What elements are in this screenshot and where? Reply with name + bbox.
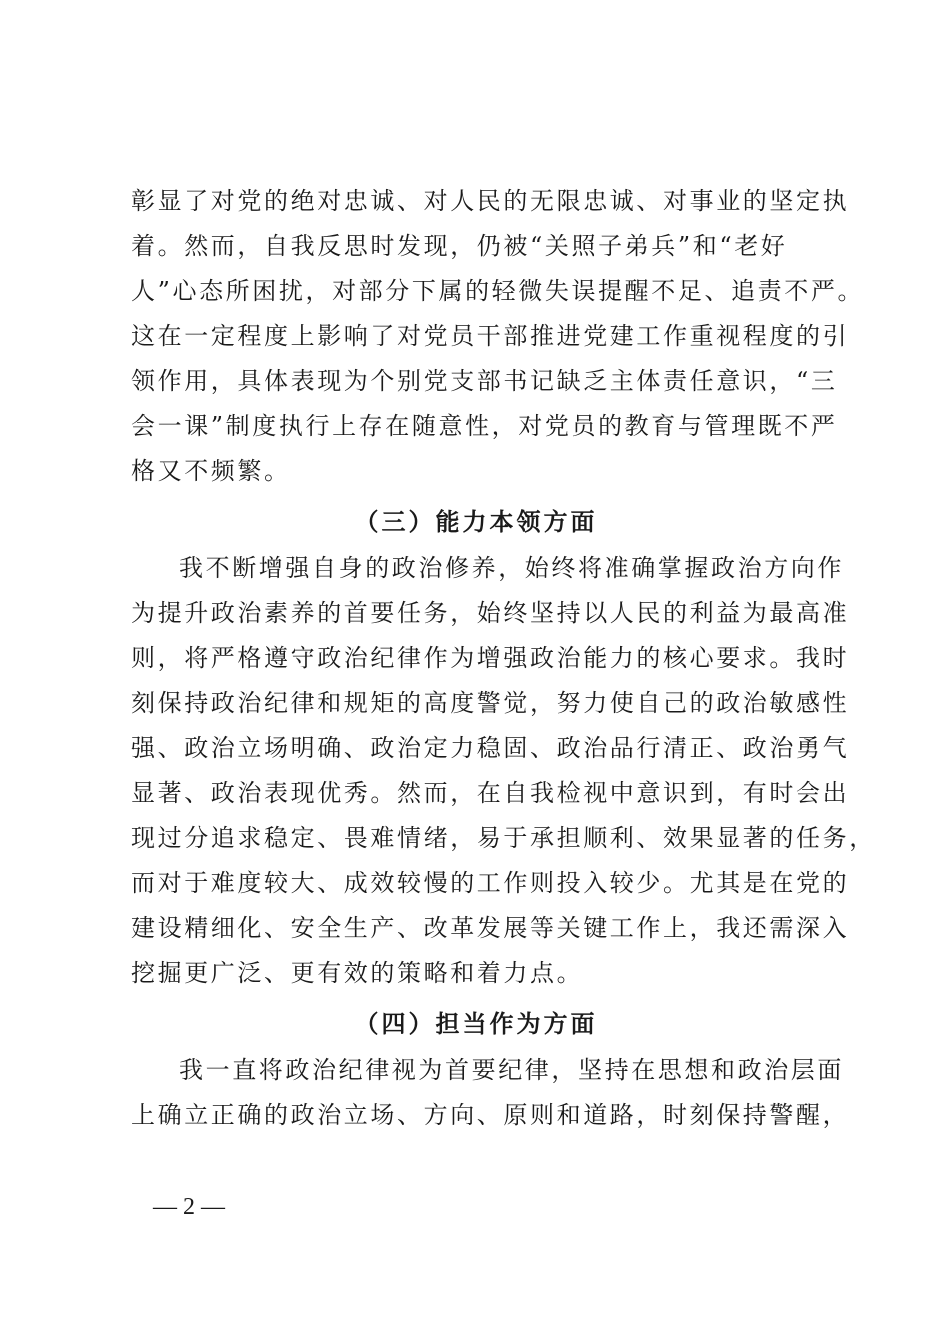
paragraph-line: 现过分追求稳定、畏难情绪，易于承担顺利、效果显著的任务， — [131, 824, 876, 852]
paragraph-line: 建设精细化、安全生产、改革发展等关键工作上，我还需深入 — [131, 914, 850, 942]
paragraph-line: 领作用，具体表现为个别党支部书记缺乏主体责任意识，“三 — [131, 367, 838, 395]
paragraph-line: 为提升政治素养的首要任务，始终坚持以人民的利益为最高准 — [131, 599, 850, 627]
paragraph-line: 而对于难度较大、成效较慢的工作则投入较少。尤其是在党的 — [131, 869, 850, 897]
paragraph-line: 刻保持政治纪律和规矩的高度警觉，努力使自己的政治敏感性 — [131, 689, 850, 717]
paragraph-line: 显著、政治表现优秀。然而，在自我检视中意识到，有时会出 — [131, 779, 850, 807]
paragraph-line: 上确立正确的政治立场、方向、原则和道路，时刻保持警醒， — [131, 1101, 850, 1129]
paragraph-line: 挖掘更广泛、更有效的策略和着力点。 — [131, 959, 584, 987]
paragraph-line: 强、政治立场明确、政治定力稳固、政治品行清正、政治勇气 — [131, 734, 850, 762]
paragraph-line: 人”心态所困扰，对部分下属的轻微失误提醒不足、追责不严。 — [131, 277, 865, 305]
paragraph-line: 我不断增强自身的政治修养，始终将准确掌握政治方向作 — [179, 554, 844, 582]
paragraph-line: 着。然而，自我反思时发现，仍被“关照子弟兵”和“老好 — [131, 232, 788, 260]
paragraph-line: 会一课”制度执行上存在随意性，对党员的教育与管理既不严 — [131, 412, 838, 440]
paragraph-line: 彰显了对党的绝对忠诚、对人民的无限忠诚、对事业的坚定执 — [131, 187, 850, 215]
paragraph-line: 这在一定程度上影响了对党员干部推进党建工作重视程度的引 — [131, 322, 850, 350]
page-number: — 2 — — [153, 1194, 225, 1220]
section-heading-four: （四）担当作为方面 — [354, 1009, 598, 1038]
paragraph-line: 则，将严格遵守政治纪律作为增强政治能力的核心要求。我时 — [131, 644, 850, 672]
section-heading-three: （三）能力本领方面 — [354, 507, 598, 536]
paragraph-line: 格又不频繁。 — [131, 457, 291, 485]
paragraph-line: 我一直将政治纪律视为首要纪律，坚持在思想和政治层面 — [179, 1056, 844, 1084]
